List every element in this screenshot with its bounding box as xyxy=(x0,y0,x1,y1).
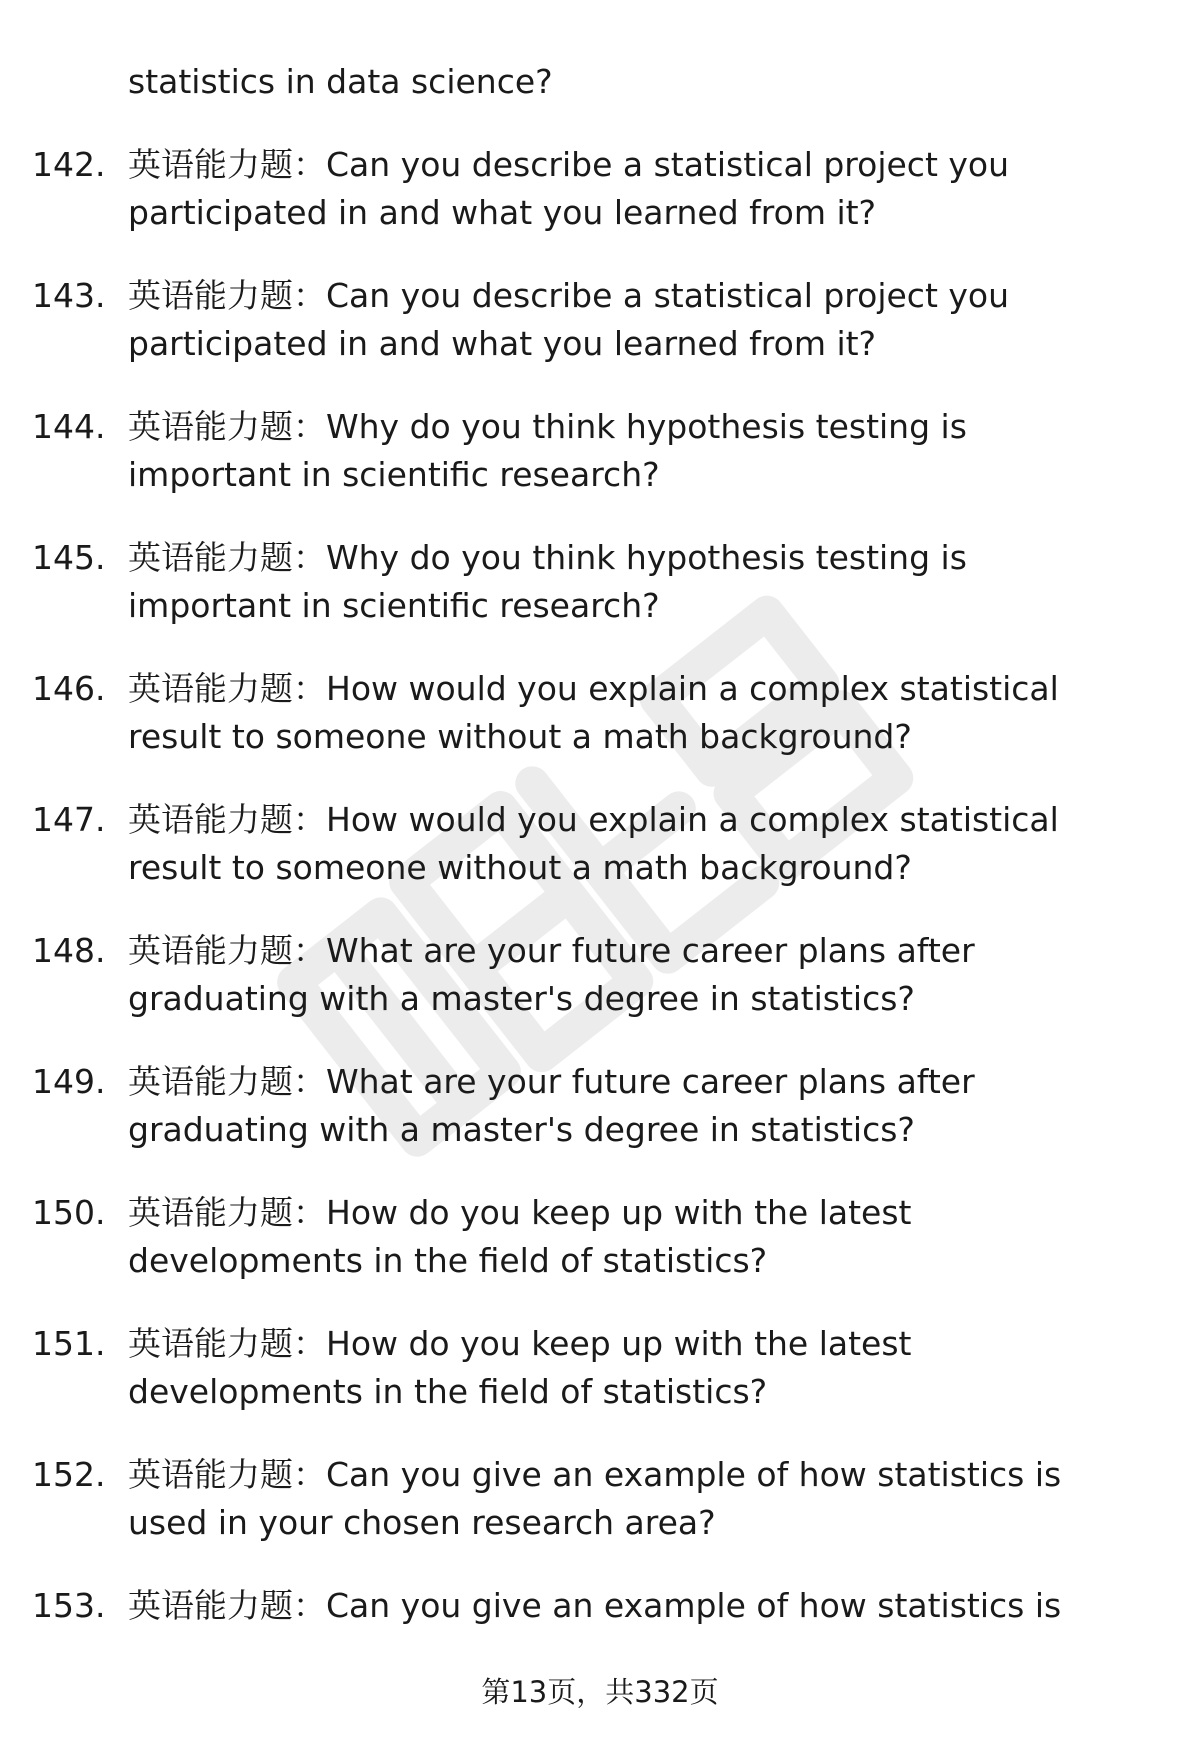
item-text xyxy=(128,272,1172,368)
item-text xyxy=(128,141,1172,237)
item-number: 142. xyxy=(32,145,106,184)
item-number: 143. xyxy=(32,276,106,315)
item-text-line: graduating with a master's degree in statistics? xyxy=(128,979,915,1018)
item-number: 150. xyxy=(32,1193,106,1232)
item-text xyxy=(128,403,1172,499)
list-item xyxy=(32,141,1172,237)
list-item xyxy=(32,927,1172,1023)
item-text xyxy=(128,1451,1172,1547)
item-number: 151. xyxy=(32,1324,106,1363)
item-number: 145. xyxy=(32,538,106,577)
item-number: 147. xyxy=(32,800,106,839)
item-text-line: used in your chosen research area? xyxy=(128,1503,716,1542)
item-text-line: important in scientific research? xyxy=(128,455,660,494)
continuation-line: statistics in data science? xyxy=(128,62,553,101)
item-text-line: 英语能力题：How do you keep up with the latest xyxy=(128,1324,912,1363)
item-number: 146. xyxy=(32,669,106,708)
list-item xyxy=(32,403,1172,499)
item-text-line: 英语能力题：What are your future career plans after xyxy=(128,1062,975,1101)
item-text-line: 英语能力题：How do you keep up with the latest xyxy=(128,1193,912,1232)
item-text-line: important in scientific research? xyxy=(128,586,660,625)
item-text xyxy=(128,1582,1172,1630)
item-text xyxy=(128,1320,1172,1416)
item-text-line: 英语能力题：What are your future career plans after xyxy=(128,931,975,970)
item-text-line: developments in the field of statistics? xyxy=(128,1241,768,1280)
item-text-line: 英语能力题：Can you give an example of how statistics is xyxy=(128,1586,1062,1625)
item-number: 152. xyxy=(32,1455,106,1494)
list-item xyxy=(32,534,1172,630)
list-item xyxy=(32,796,1172,892)
item-text-line: graduating with a master's degree in statistics? xyxy=(128,1110,915,1149)
list-item xyxy=(32,1189,1172,1285)
list-item xyxy=(32,272,1172,368)
item-text xyxy=(128,1058,1172,1154)
list-item xyxy=(32,1058,1172,1154)
item-number: 148. xyxy=(32,931,106,970)
item-number: 149. xyxy=(32,1062,106,1101)
item-number: 144. xyxy=(32,407,106,446)
item-text-line: 英语能力题：Can you describe a statistical project you xyxy=(128,145,1010,184)
item-text-line: 英语能力题：Can you give an example of how statistics is xyxy=(128,1455,1062,1494)
item-text-line: 英语能力题：Why do you think hypothesis testing is xyxy=(128,407,967,446)
list-item xyxy=(32,1451,1172,1547)
item-text-line: 英语能力题：Can you describe a statistical project you xyxy=(128,276,1010,315)
item-text xyxy=(128,1189,1172,1285)
page-footer: 第13页，共332页 xyxy=(481,1675,719,1709)
item-text xyxy=(128,665,1172,761)
list-item xyxy=(32,665,1172,761)
item-text-line: 英语能力题：Why do you think hypothesis testing is xyxy=(128,538,967,577)
item-text-line: participated in and what you learned from it? xyxy=(128,324,877,363)
item-text-line: developments in the field of statistics? xyxy=(128,1372,768,1411)
item-text xyxy=(128,927,1172,1023)
item-text xyxy=(128,796,1172,892)
item-number: 153. xyxy=(32,1586,106,1625)
item-text-line: result to someone without a math background? xyxy=(128,848,912,887)
item-text-line: result to someone without a math background? xyxy=(128,717,912,756)
list-item xyxy=(32,1582,1172,1630)
list-item xyxy=(32,1320,1172,1416)
item-text-line: 英语能力题：How would you explain a complex statistical xyxy=(128,669,1059,708)
item-text-line: 英语能力题：How would you explain a complex statistical xyxy=(128,800,1059,839)
question-list xyxy=(32,58,1172,1630)
item-text-line: participated in and what you learned from it? xyxy=(128,193,877,232)
item-text xyxy=(128,534,1172,630)
